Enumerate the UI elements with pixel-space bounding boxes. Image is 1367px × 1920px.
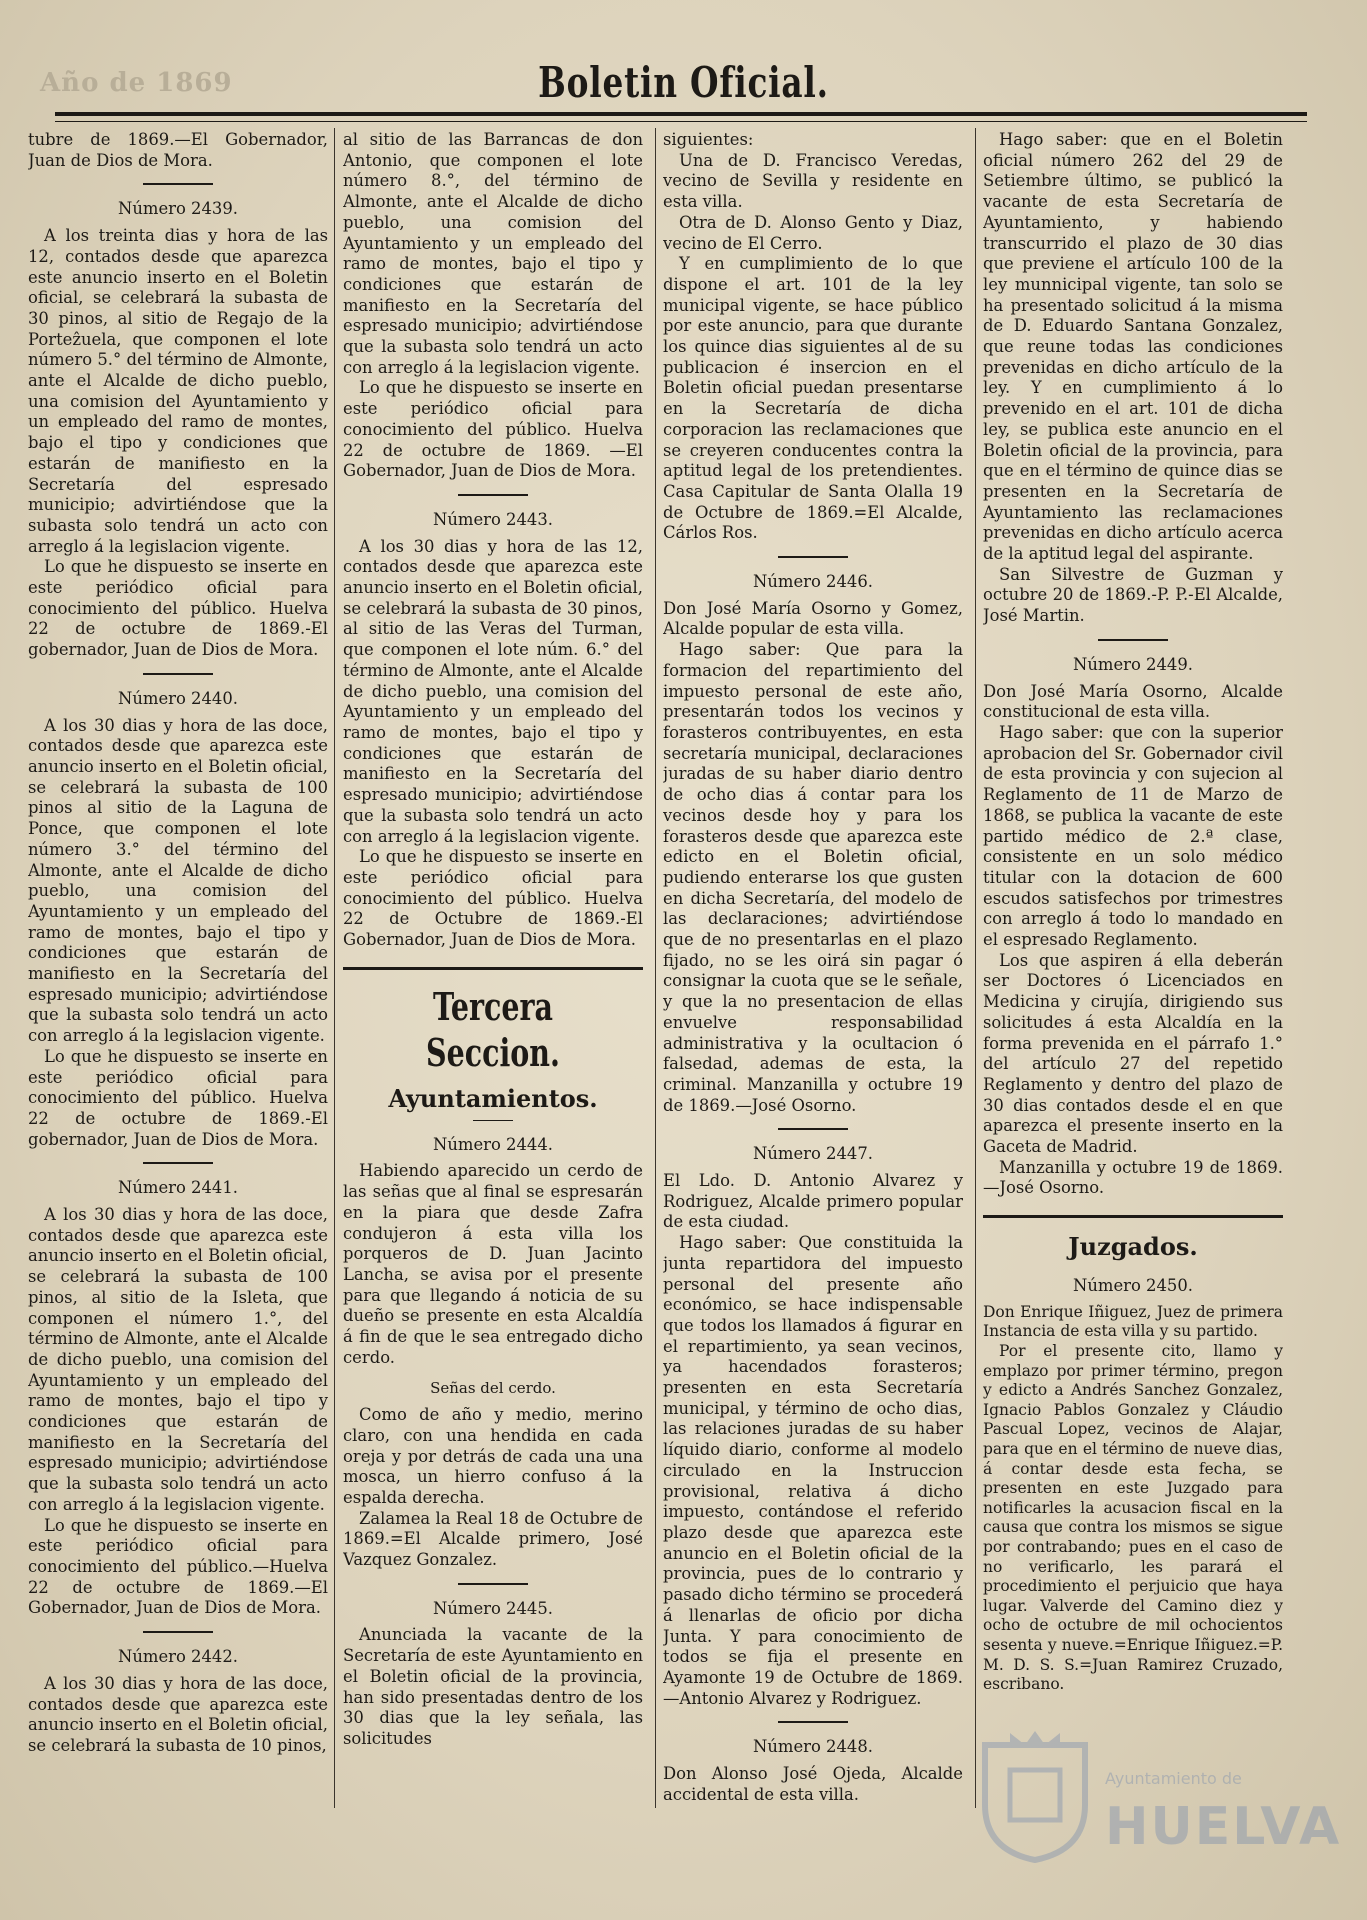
- notice-number: Número 2444.: [433, 1134, 553, 1154]
- separator: [778, 1721, 848, 1723]
- paragraph: Hago saber: que en el Boletin oficial número 262 del 29 de Setiembre último, se publicó la vacante de esta Secretaría de Ayuntamiento, y habiendo transcurrido el plazo de 30 dias que previene el artículo 100 de la ley munnicipal vigente, tan solo se ha presentado solicitud á la misma de D. Eduardo Santana Gonzalez, que reune todas las condiciones prevenidas en dicho artículo de la ley. Y en cumplimiento á lo prevenido en el art. 101 de dicha ley, se publica este anuncio en el Boletin oficial de la provincia, para que en el término de quince dias se presenten en la Secretaría de Ayuntamiento las reclamaciones prevenidas en dicho artículo acerca de la aptitud legal del aspirante.: [983, 130, 1283, 564]
- separator: [143, 673, 213, 675]
- column-1: [28, 130, 328, 1910]
- separator: [778, 1128, 848, 1130]
- paragraph: Los que aspiren á ella deberán ser Doctores ó Licenciados en Medicina y cirujía, dirigiendo sus solicitudes á esta Alcaldía en la forma prevenida en el párrafo 1.° del artículo 27 del repetido Reglamento y dentro del plazo de 30 dias contados desde el en que aparezca el presente inserto en la Gaceta de Madrid.: [983, 950, 1283, 1157]
- paragraph: A los 30 dias y hora de las doce, contados desde que aparezca este anuncio inserto en el Boletin oficial, se celebrará la subasta de 100 pinos al sitio de la Laguna de Ponce, que componen el lote número 3.° del término del Almonte, ante el Alcalde de dicho pueblo, una comision del Ayuntamiento y un empleado del ramo de montes, bajo el tipo y condiciones que estarán de manifiesto en la Secretaría del espresado municipio; advirtiéndose que la subasta solo tendrá un acto con arreglo á la legislacion vigente.: [28, 715, 328, 1046]
- paragraph: Habiendo aparecido un cerdo de las señas que al final se espresarán en la piara que desde Zafra condujeron á esta villa los porqueros de D. Juan Jacinto Lancha, se avisa por el presente para que llegando á noticia de su dueño se presente en esta Alcaldía á fin de que le sea entregado dicho cerdo.: [343, 1161, 643, 1367]
- paragraph: El Ldo. D. Antonio Alvarez y Rodriguez, Alcalde primero popular de esta ciudad.: [663, 1171, 963, 1232]
- paragraph: Otra de D. Alonso Gento y Diaz, vecino de El Cerro.: [663, 212, 963, 253]
- notice-number: Número 2440.: [118, 688, 238, 708]
- paragraph: Hago saber: Que constituida la junta repartidora del impuesto personal del presente año económico, se hace indispensable que todos los llamados á figurar en el repartimiento, ya sean vecinos, ya hacendados forasteros; presenten en esta Secretaría municipal, y término de ocho dias, las relaciones juradas de su haber líquido diario, conforme al modelo circulado en la Instruccion provisional, relativa á dicho impuesto, contándose el referido plazo desde que aparezca este anuncio en el Boletin oficial de la provincia, pues de lo contrario y pasado dicho término se procederá á llenarlas de oficio por dicha Junta. Y para conocimiento de todos se fija el presente en Ayamonte 19 de Octubre de 1869.—Antonio Alvarez y Rodriguez.: [663, 1233, 963, 1708]
- notice-number: Número 2450.: [1073, 1276, 1193, 1296]
- paragraph: Don José María Osorno y Gomez, Alcalde popular de esta villa.: [663, 598, 963, 639]
- notice-number: Número 2441.: [118, 1178, 238, 1198]
- notice-number: Número 2449.: [1073, 654, 1193, 674]
- paragraph: Zalamea la Real 18 de Octubre de 1869.=El Alcalde primero, José Vazquez Gonzalez.: [343, 1508, 643, 1570]
- subheading: Señas del cerdo.: [430, 1379, 556, 1398]
- paragraph: Como de año y medio, merino claro, con una hendida en cada oreja y por detrás de cada una una mosca, un hierro confuso á la espalda derecha.: [343, 1405, 643, 1507]
- paragraph: Y en cumplimiento de lo que dispone el art. 101 de la ley municipal vigente, se hace público por este anuncio, para que durante los quince dias siguientes al de su publicacion é insercion en el Boletin oficial puedan presentarse en la Secretaría de dicha corporacion las reclamaciones que se creyeren conducentes contra la aptitud legal de los pretendientes. Casa Capitular de Santa Olalla 19 de Octubre de 1869.=El Alcalde, Cárlos Ros.: [663, 254, 963, 543]
- notice-number: Número 2448.: [753, 1737, 873, 1757]
- section-title: Tercera Seccion.: [426, 983, 560, 1075]
- separator: [1098, 639, 1168, 641]
- notice-number: Número 2443.: [433, 509, 553, 529]
- running-head: Año de 1869: [40, 68, 233, 98]
- separator: [458, 494, 528, 496]
- section-rule: [343, 967, 643, 970]
- separator: [458, 1583, 528, 1585]
- watermark-title: HUELVA: [1105, 1797, 1342, 1857]
- paragraph: A los 30 dias y hora de las doce, contados desde que aparezca este anuncio inserto en el Boletin oficial, se celebrará la subasta de 100 pinos, al sitio de la Isleta, que componen el número 1.°, del término de Almonte, ante el Alcalde de dicho pueblo, una comision del Ayuntamiento y un empleado del ramo de montes, bajo el tipo y condiciones que estarán de manifiesto en la Secretaría del espresado municipio; advirtiéndose que la subasta solo tendrá un acto con arreglo á la legislacion vigente.: [28, 1205, 328, 1514]
- paragraph: Don Alonso José Ojeda, Alcalde accidental de esta villa.: [663, 1764, 963, 1804]
- paragraph: Lo que he dispuesto se inserte en este periódico oficial para conocimiento del público.—Huelva 22 de octubre de 1869.—El Gobernador, Juan de Dios de Mora.: [28, 1515, 328, 1618]
- paragraph: Por el presente cito, llamo y emplazo por primer término, pregon y edicto a Andrés Sanchez Gonzalez, Ignacio Pablos Gonzalez y Cláudio Pascual Lopez, vecinos de Alajar, para que en el término de nueve dias, á contar desde esta fecha, se presenten en este Juzgado para notificarles la acusacion fiscal en la causa que contra los mismos se sigue por contrabando; pues en el caso de no verificarlo, les parará el procedimiento el perjuicio que haya lugar. Valverde del Camino diez y ocho de octubre de mil ochocientos sesenta y nueve.=Enrique Iñiguez.=P. M. D. S. S.=Juan Ramirez Cruzado, escribano.: [983, 1342, 1283, 1694]
- notice-number: Número 2446.: [753, 572, 873, 592]
- section-title: Juzgados.: [1068, 1232, 1198, 1262]
- masthead-rule: [55, 112, 1307, 122]
- paragraph: Manzanilla y octubre 19 de 1869. —José Osorno.: [983, 1157, 1283, 1198]
- paragraph: A los 30 dias y hora de las doce, contados desde que aparezca este anuncio inserto en el Boletin oficial, se celebrará la subasta de 10 pinos,: [28, 1673, 328, 1755]
- crest-icon: [975, 1725, 1095, 1865]
- separator: [473, 1120, 513, 1121]
- paragraph: Lo que he dispuesto se inserte en este periódico oficial para conocimiento del público. Huelva 22 de Octubre de 1869.-El Gobernador, Juan de Dios de Mora.: [343, 847, 643, 950]
- separator: [143, 1631, 213, 1633]
- paragraph: al sitio de las Barrancas de don Antonio, que componen el lote número 8.°, del término de Almonte, ante el Alcalde de dicho pueblo, una comision del Ayuntamiento y un empleado del ramo de montes, bajo el tipo y condiciones que estarán de manifiesto en la Secretaría del espresado municipio; advirtiéndose que la subasta solo tendrá un acto con arreglo á la legislacion vigente.: [343, 130, 643, 377]
- paragraph: A los 30 dias y hora de las 12, contados desde que aparezca este anuncio inserto en el Boletin oficial, se celebrará la subasta de 30 pinos, al sitio de las Veras del Turman, que componen el lote núm. 6.° del término de Almonte, ante el Alcalde de dicho pueblo, una comision del Ayuntamiento y un empleado del ramo de montes, bajo el tipo y condiciones que estarán de manifiesto en la Secretaría del espresado municipio; advirtiéndose que la subasta solo tendrá un acto con arreglo á la legislacion vigente.: [343, 536, 643, 846]
- notice-number: Número 2442.: [118, 1647, 238, 1667]
- column-4: [983, 130, 1283, 1910]
- separator: [143, 183, 213, 185]
- paragraph: Don Enrique Iñiguez, Juez de primera Instancia de esta villa y su partido.: [983, 1302, 1283, 1341]
- column-divider: [334, 128, 335, 1808]
- paragraph: Lo que he dispuesto se inserte en este periódico oficial para conocimiento del público. Huelva 22 de octubre de 1869.-El gobernador, Juan de Dios de Mora.: [28, 1046, 328, 1149]
- paragraph: tubre de 1869.—El Gobernador, Juan de Dios de Mora.: [28, 130, 328, 170]
- paragraph: siguientes:: [663, 130, 754, 149]
- paragraph: Hago saber: Que para la formacion del repartimiento del impuesto personal de este año, presentarán todos los vecinos y forasteros contribuyentes, en esta secretaría municipal, declaraciones juradas de su haber diario dentro de ocho dias á contar para los vecinos desde hoy y para los forasteros desde que aparezca este edicto en el Boletin oficial, pudiendo enterarse los que gusten en dicha Secretaría, del modelo de las declaraciones; advirtiéndose que de no presentarlas en el plazo fijado, no se les oirá sin pagar ó consignar la cuota que se le señale, y que la no presentacion de ellas envuelve responsabilidad administrativa y la ocultacion ó falsedad, ademas de esta, la criminal. Manzanilla y octubre 19 de 1869.—José Osorno.: [663, 640, 963, 1115]
- watermark: [975, 1725, 1342, 1865]
- watermark-label: Ayuntamiento de: [1105, 1769, 1242, 1788]
- notice-number: Número 2445.: [433, 1598, 553, 1618]
- paragraph: Lo que he dispuesto se inserte en este periódico oficial para conocimiento del público. Huelva 22 de octubre de 1869.-El gobernador, Juan de Dios de Mora.: [28, 557, 328, 660]
- notice-number: Número 2439.: [118, 199, 238, 219]
- paragraph: Una de D. Francisco Veredas, vecino de Sevilla y residente en esta villa.: [663, 150, 963, 212]
- paragraph: Don José María Osorno, Alcalde constitucional de esta villa.: [983, 681, 1283, 722]
- paragraph: San Silvestre de Guzman y octubre 20 de 1869.-P. P.-El Alcalde, José Martin.: [983, 564, 1283, 626]
- masthead-title: Boletin Oficial.: [538, 58, 829, 107]
- paragraph: Hago saber: que con la superior aprobacion del Sr. Gobernador civil de esta provincia y con sujecion al Reglamento de 11 de Marzo de 1868, se publica la vacante de este partido médico de 2.ª clase, consistente en un solo médico titular con la dotacion de 600 escudos satisfechos por trimestres con arreglo á todo lo mandado en el espresado Reglamento.: [983, 722, 1283, 950]
- column-3: [663, 130, 963, 1910]
- section-rule: [983, 1215, 1283, 1218]
- paragraph: A los treinta dias y hora de las 12, contados desde que aparezca este anuncio inserto en el Boletin oficial, se celebrará la subasta de 30 pinos, al sitio de Regajo de la Porteẑuela, que componen el lote número 5.° del término de Almonte, ante el Alcalde de dicho pueblo, una comision del Ayuntamiento y un empleado del ramo de montes, bajo el tipo y condiciones que estarán de manifiesto en la Secretaría del espresado municipio; advirtiéndose que la subasta solo tendrá un acto con arreglo á la legislacion vigente.: [28, 226, 328, 556]
- separator: [778, 556, 848, 558]
- column-divider: [655, 128, 656, 1808]
- column-divider: [975, 128, 976, 1808]
- paragraph: Anunciada la vacante de la Secretaría de este Ayuntamiento en el Boletin oficial de la provincia, han sido presentadas dentro de los 30 dias que la ley señala, las solicitudes: [343, 1625, 643, 1748]
- column-2: [343, 130, 643, 1910]
- subsection-title: Ayuntamientos.: [388, 1083, 598, 1113]
- paragraph: Lo que he dispuesto se inserte en este periódico oficial para conocimiento del público. Huelva 22 de octubre de 1869. —El Gobernador, Juan de Dios de Mora.: [343, 378, 643, 481]
- notice-number: Número 2447.: [753, 1144, 873, 1164]
- separator: [143, 1162, 213, 1164]
